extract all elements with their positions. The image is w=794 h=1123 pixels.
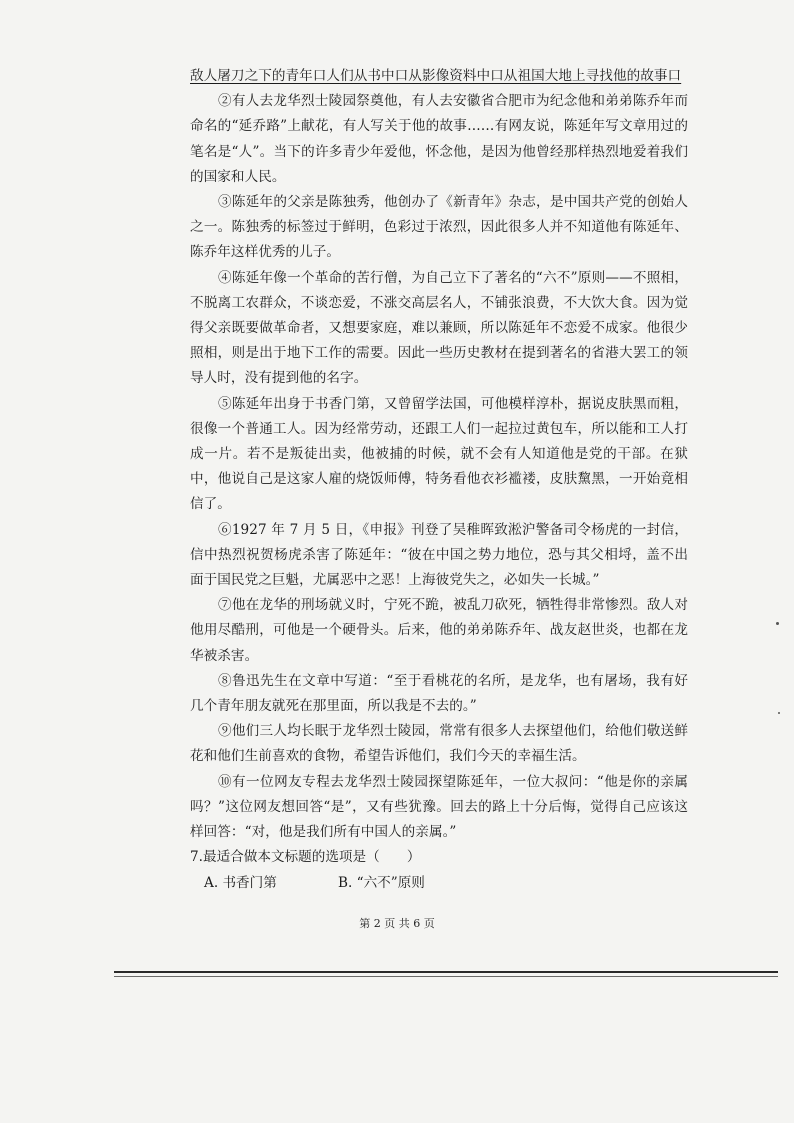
paragraph-2: ②有人去龙华烈士陵园祭奠他，有人去安徽省合肥市为纪念他和弟弟陈乔年而命名的“延乔路”上献花，有人写关于他的故事……有网友说，陈延年写文章用过的笔名是“人”。当下的许多青少年爱他，怀念他，是因为他曾经那样热烈地爱着我们的国家和人民。 <box>190 93 688 185</box>
question-options <box>190 870 688 896</box>
paragraph-4: ④陈延年像一个革命的苦行僧，为自己立下了著名的“六不”原则——不照相，不脱离工农群众，不谈恋爱，不涨交高层名人，不铺张浪费，不大饮大食。因为觉得父亲既要做革命者，又想要家庭，难以兼顾，所以陈延年不恋爱不成家。他很少照相，则是出于地下工作的需要。因此一些历史教材在提到著名的省港大罢工的领导人时，没有提到他的名字。 <box>190 269 688 387</box>
scan-speck <box>776 622 779 625</box>
option-a[interactable]: A. 书香门第 <box>204 875 277 892</box>
page-number: 第 2 页 共 6 页 <box>359 917 435 930</box>
question-stem: 7.最适合做本文标题的选项是（ ） <box>190 849 421 866</box>
paragraph-5: ⑤陈延年出身于书香门第，又曾留学法国，可他模样淳朴，据说皮肤黑而粗，很像一个普通工人。因为经常劳动，还跟工人们一起拉过黄包车，所以能和工人打成一片。若不是叛徒出卖，他被捕的时候，就不会有人知道他是党的干部。在狱中，他说自己是这家人雇的烧饭师傅，特务看他衣衫褴褛，皮肤黧黑，一开始竟相信了。 <box>190 395 688 513</box>
paragraph-6: ⑥1927 年 7 月 5 日，《申报》刊登了吴稚晖致淞沪警备司令杨虎的一封信，信中热烈祝贺杨虎杀害了陈延年：“彼在中国之势力地位，恐与其父相埒，盖不出面于国民党之巨魁，尤属恶中之恶！上海彼党失之，必如失一长城。” <box>190 521 688 589</box>
bottom-rule-thin <box>114 976 778 977</box>
paragraph-8: ⑧鲁迅先生在文章中写道：“至于看桃花的名所，是龙华，也有屠场，我有好几个青年朋友就死在那里面，所以我是不去的。” <box>190 672 688 715</box>
option-b[interactable]: B. “六不”原则 <box>338 875 425 892</box>
paragraph-3: ③陈延年的父亲是陈独秀，他创办了《新青年》杂志，是中国共产党的创始人之一。陈独秀的标签过于鲜明，色彩过于浓烈，因此很多人并不知道他有陈延年、陈乔年这样优秀的儿子。 <box>190 194 688 261</box>
bottom-rule <box>114 971 778 973</box>
paragraph-9: ⑨他们三人均长眠于龙华烈士陵园，常常有很多人去探望他们，给他们敬送鲜花和他们生前喜欢的食物，希望告诉他们，我们今天的幸福生活。 <box>190 723 688 765</box>
paragraph-continuation: 敌人屠刀之下的青年口人们从书中口从影像资料中口从祖国大地上寻找他的故事口 <box>190 68 682 84</box>
paragraph-10: ⑩有一位网友专程去龙华烈士陵园探望陈延年，一位大叔问：“他是你的亲属吗？”这位网友想回答“是”，又有些犹豫。回去的路上十分后悔，觉得自己应该这样回答：“对，他是我们所有中国人的亲属。” <box>190 773 688 841</box>
paragraph-7: ⑦他在龙华的刑场就义时，宁死不跪，被乱刀砍死，牺牲得非常惨烈。敌人对他用尽酷刑，可他是一个硬骨头。后来，他的弟弟陈乔年、战友赵世炎，也都在龙华被杀害。 <box>190 597 688 664</box>
document-body <box>190 64 688 896</box>
scan-speck <box>778 712 780 714</box>
